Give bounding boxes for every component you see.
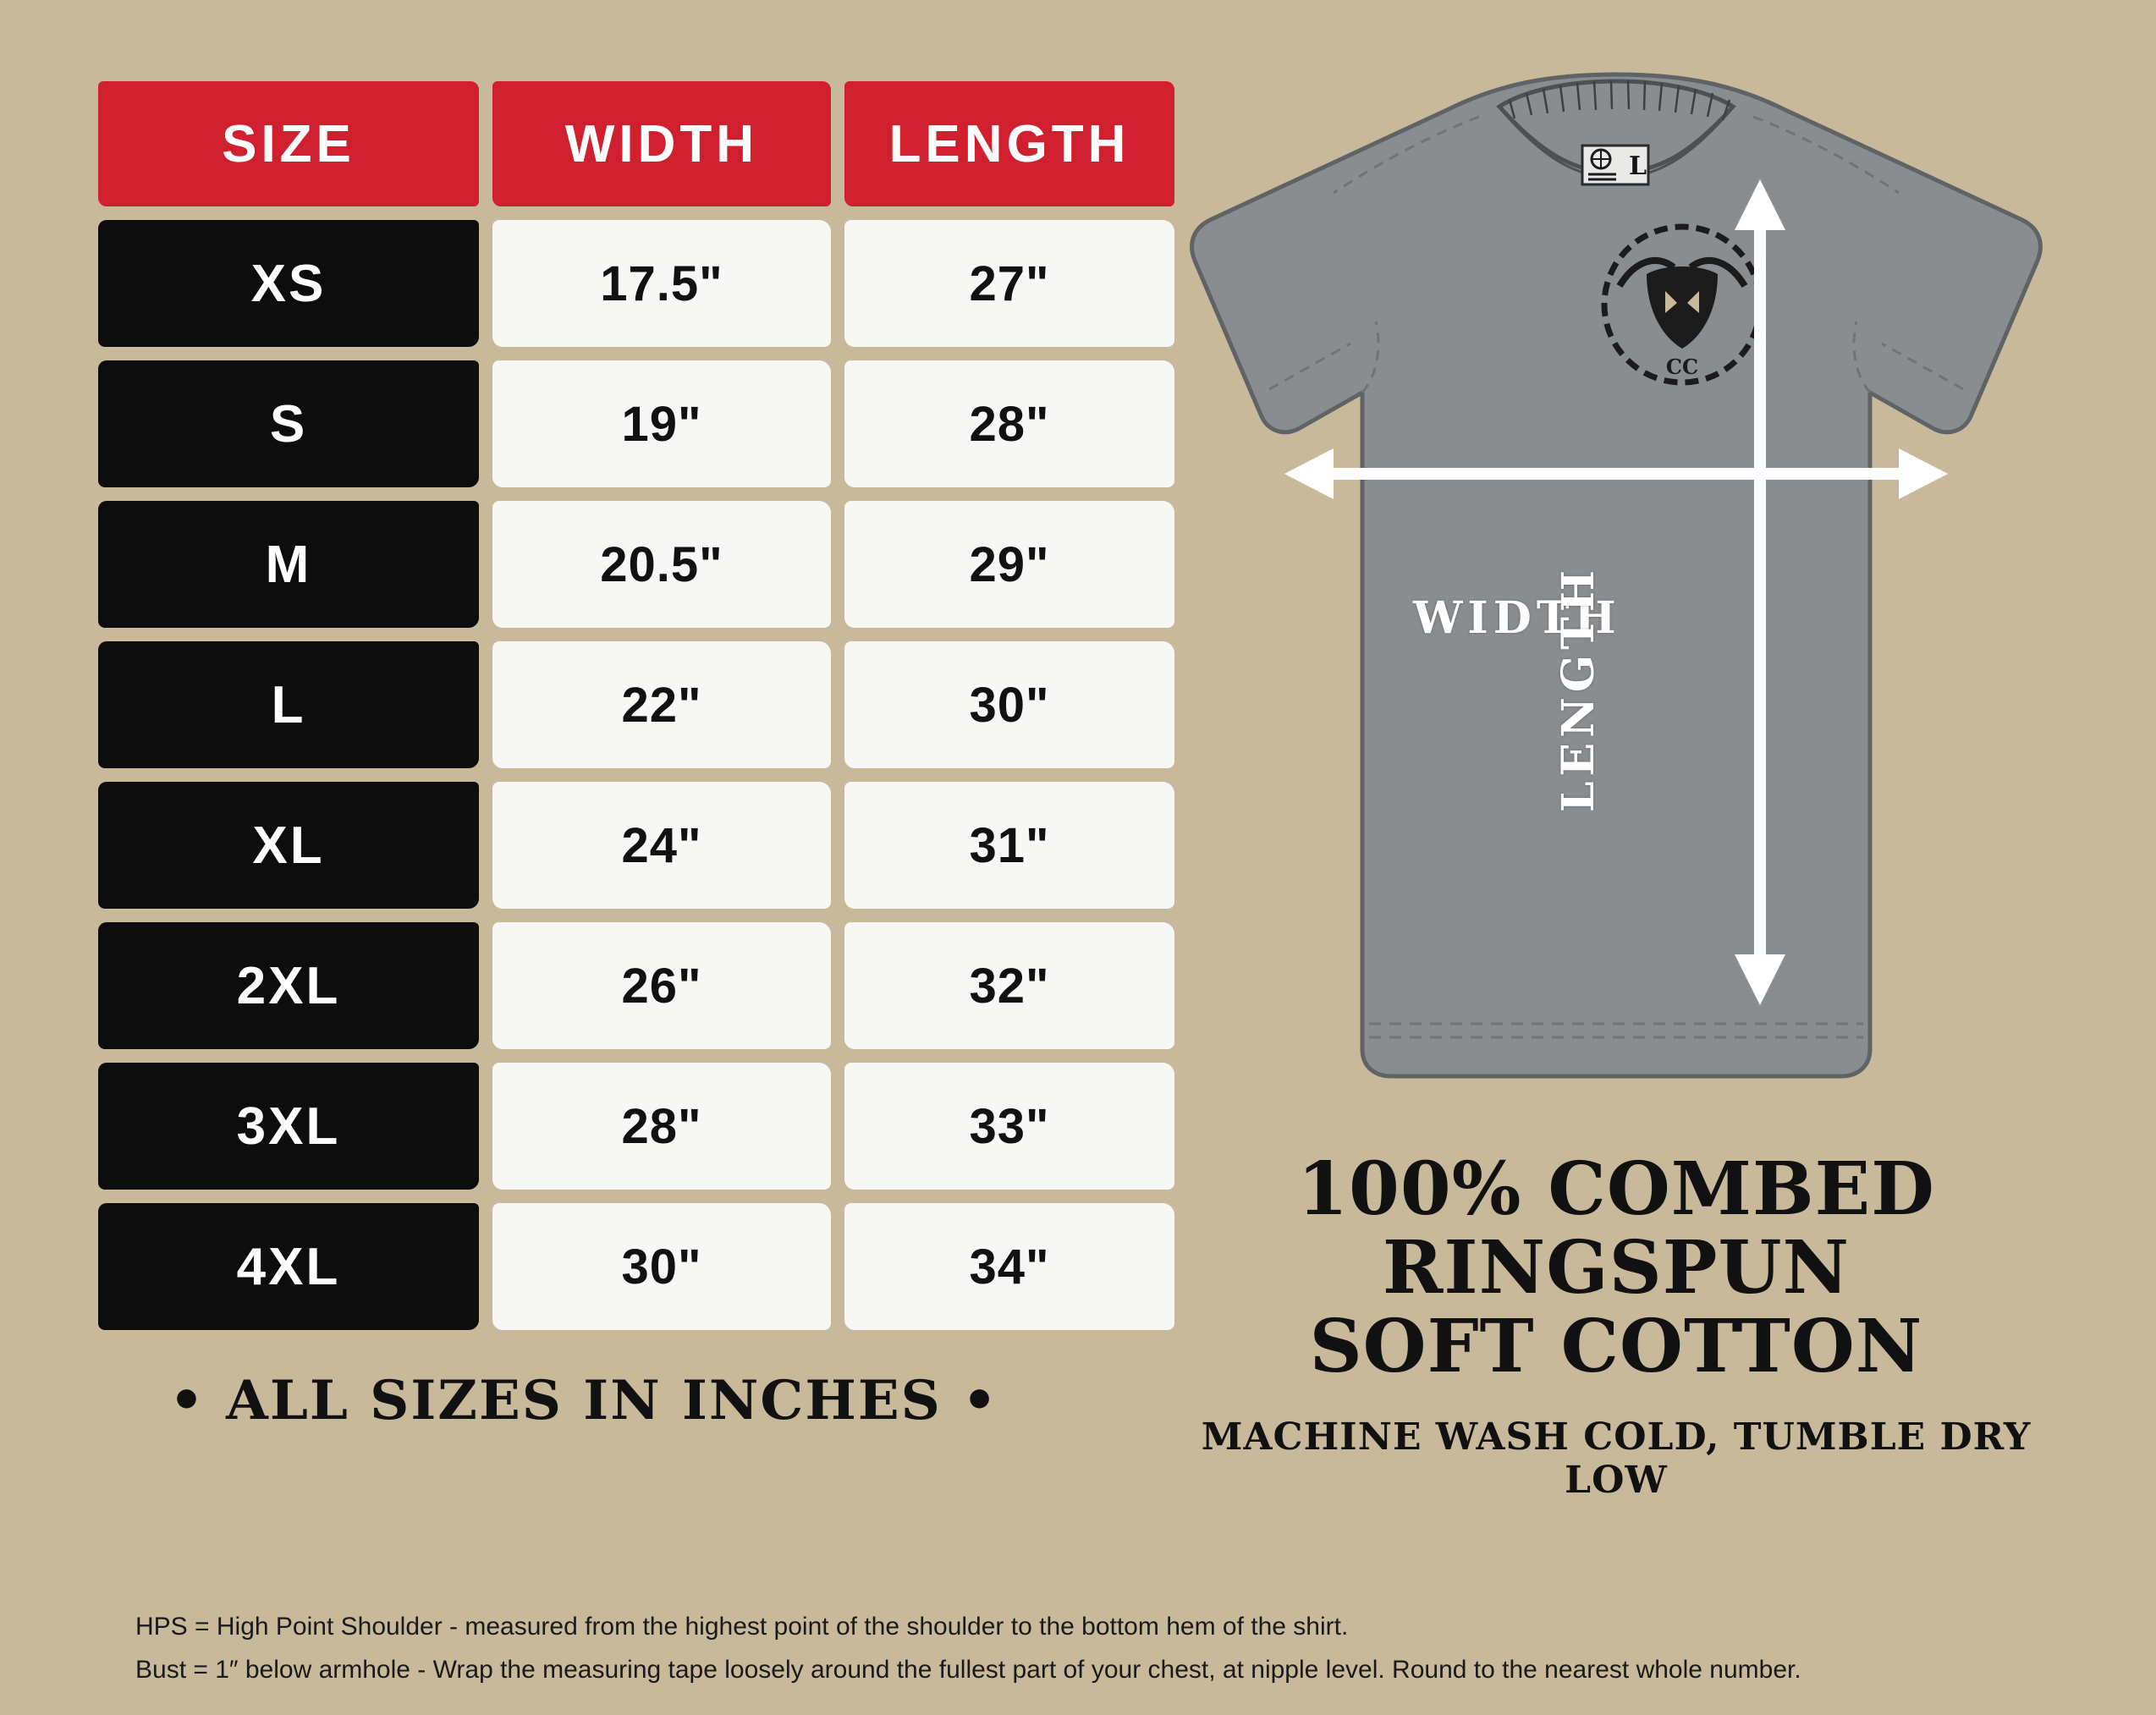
length-value: 28" [844,360,1174,487]
length-value: 34" [844,1203,1174,1330]
table-row [98,220,1174,347]
width-value: 19" [492,360,831,487]
table-row [98,641,1174,768]
footnotes [135,1608,2048,1693]
size-label: 2XL [98,922,479,1049]
column-header-size [98,81,479,206]
size-label: XS [98,220,479,347]
length-value: 33" [844,1063,1174,1190]
size-label: 3XL [98,1063,479,1190]
width-value: 17.5" [492,220,831,347]
width-arrow-label: WIDTH [1413,592,1621,644]
column-header-width [492,81,831,206]
length-value: 27" [844,220,1174,347]
table-row [98,922,1174,1049]
footnote-bust: Bust = 1″ below armhole - Wrap the measuring tape loosely around the fullest part of your chest, at nipple level. Round to the nearest whole number. [135,1655,1801,1684]
length-value: 29" [844,501,1174,628]
size-label: S [98,360,479,487]
table-header-row [98,81,1174,206]
svg-text:CC: CC [1665,355,1699,379]
length-arrow-label: LENGTH [1553,565,1604,812]
width-value: 24" [492,782,831,909]
size-label: 4XL [98,1203,479,1330]
size-label: L [98,641,479,768]
size-chart-table [85,68,1188,1344]
size-label: M [98,501,479,628]
fabric-title-line-1: 100% COMBED RINGSPUN [1297,1146,1935,1311]
length-value: 32" [844,922,1174,1049]
table-row [98,1063,1174,1190]
width-value: 30" [492,1203,831,1330]
table-row [98,1203,1174,1330]
table-row [98,501,1174,628]
length-value: 31" [844,782,1174,909]
fabric-title-line-2: SOFT COTTON [1309,1303,1923,1389]
width-value: 22" [492,641,831,768]
column-header-size-label: SIZE [98,81,479,206]
width-value: 20.5" [492,501,831,628]
column-header-width-label: WIDTH [492,81,831,206]
table-row [98,782,1174,909]
svg-text:L: L [1629,151,1647,181]
shirt-diagram-section [1168,51,2098,1502]
width-value: 28" [492,1063,831,1190]
column-header-length [844,81,1174,206]
length-value: 30" [844,641,1174,768]
column-header-length-label: LENGTH [844,81,1174,206]
width-value: 26" [492,922,831,1049]
care-instructions: MACHINE WASH COLD, TUMBLE DRY LOW [1201,1415,2032,1502]
footnote-hps: HPS = High Point Shoulder - measured from the highest point of the shoulder to the bottom hem of the shirt. [135,1613,1349,1641]
table-row [98,360,1174,487]
neck-tag [1582,146,1648,184]
all-sizes-note: • ALL SIZES IN INCHES • [168,1369,999,1432]
size-label: XL [98,782,479,909]
shirt-illustration [1168,51,2065,1134]
size-table-section [85,68,1151,1432]
